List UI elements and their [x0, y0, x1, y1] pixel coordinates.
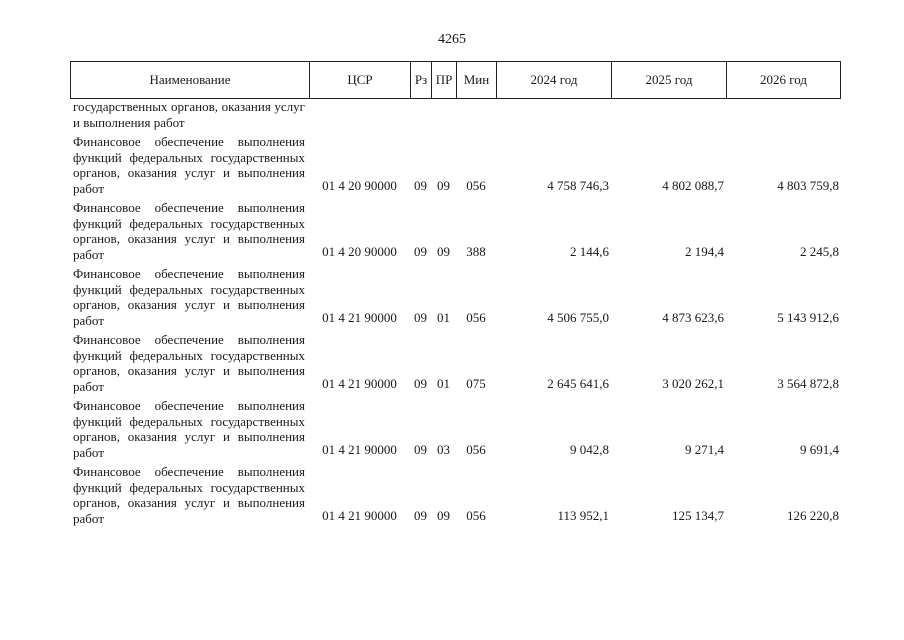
row-2024: 9 042,8 [570, 441, 609, 457]
row-pr: 09 [437, 507, 450, 523]
row-2025: 9 271,4 [685, 441, 724, 457]
row-pr: 09 [437, 177, 450, 193]
row-min: 056 [466, 177, 486, 193]
row-2026: 9 691,4 [800, 441, 839, 457]
header-min: Мин [456, 61, 496, 99]
row-2025: 2 194,4 [685, 243, 724, 259]
row-2025: 4 873 623,6 [662, 309, 724, 325]
row-csr: 01 4 21 90000 [322, 309, 397, 325]
budget-table [70, 61, 841, 526]
row-rz: 09 [414, 177, 427, 193]
row-2026: 5 143 912,6 [777, 309, 839, 325]
row-2025: 3 020 262,1 [662, 375, 724, 391]
row-2026: 2 245,8 [800, 243, 839, 259]
row-min: 388 [466, 243, 486, 259]
header-rz: Рз [410, 61, 431, 99]
row-rz: 09 [414, 243, 427, 259]
row-rz: 09 [414, 375, 427, 391]
row-min: 056 [466, 441, 486, 457]
row-pr: 09 [437, 243, 450, 259]
row-rz: 09 [414, 309, 427, 325]
row-name: Финансовое обеспечение выполнения функций федеральных государственных органов, оказания услуг и выполнения работ [73, 200, 305, 262]
page-number: 4265 [438, 32, 466, 47]
row-name: Финансовое обеспечение выполнения функций федеральных государственных органов, оказания услуг и выполнения работ [73, 266, 305, 328]
row-min: 056 [466, 507, 486, 523]
row-pr: 01 [437, 375, 450, 391]
row-2025: 125 134,7 [672, 507, 724, 523]
row-rz: 09 [414, 441, 427, 457]
row-pr: 01 [437, 309, 450, 325]
row-pr: 03 [437, 441, 450, 457]
row-2024: 113 952,1 [557, 507, 609, 523]
header-name: Наименование [70, 61, 309, 99]
row-2024: 2 144,6 [570, 243, 609, 259]
row-min: 075 [466, 375, 486, 391]
row-csr: 01 4 20 90000 [322, 177, 397, 193]
row-name: Финансовое обеспечение выполнения функций федеральных государственных органов, оказания услуг и выполнения работ [73, 464, 305, 526]
row-2026: 3 564 872,8 [777, 375, 839, 391]
row-2024: 4 758 746,3 [547, 177, 609, 193]
row-2024: 4 506 755,0 [547, 309, 609, 325]
row-rz: 09 [414, 507, 427, 523]
row-csr: 01 4 21 90000 [322, 507, 397, 523]
row-name: Финансовое обеспечение выполнения функций федеральных государственных органов, оказания услуг и выполнения работ [73, 398, 305, 460]
row-2026: 126 220,8 [787, 507, 839, 523]
header-2024: 2024 год [496, 61, 611, 99]
header-2025: 2025 год [611, 61, 726, 99]
row-csr: 01 4 21 90000 [322, 375, 397, 391]
row-csr: 01 4 21 90000 [322, 441, 397, 457]
row-name: Финансовое обеспечение выполнения функций федеральных государственных органов, оказания услуг и выполнения работ [73, 332, 305, 394]
row-2026: 4 803 759,8 [777, 177, 839, 193]
row-csr: 01 4 20 90000 [322, 243, 397, 259]
row-name: Финансовое обеспечение выполнения функций федеральных государственных органов, оказания услуг и выполнения работ [73, 134, 305, 196]
row-2024: 2 645 641,6 [547, 375, 609, 391]
header-2026: 2026 год [726, 61, 841, 99]
row-min: 056 [466, 309, 486, 325]
row-name: государственных органов, оказания услуг и выполнения работ [73, 99, 305, 130]
header-pr: ПР [431, 61, 456, 99]
header-csr: ЦСР [309, 61, 410, 99]
row-2025: 4 802 088,7 [662, 177, 724, 193]
